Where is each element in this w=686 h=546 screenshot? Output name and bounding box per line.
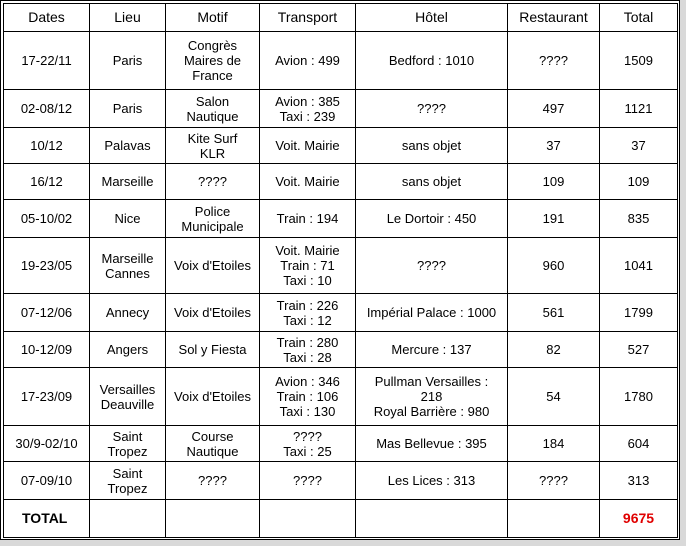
- cell-motif: Course Nautique: [166, 426, 260, 462]
- table-row: [4, 128, 678, 164]
- total-empty-cell: [260, 500, 356, 538]
- cell-transport: ????: [260, 462, 356, 500]
- cell-hotel: Bedford : 1010: [356, 32, 508, 90]
- cell-total: 1780: [600, 368, 678, 426]
- cell-lieu: Versailles Deauville: [90, 368, 166, 426]
- expense-table: [3, 3, 678, 538]
- cell-hotel: sans objet: [356, 164, 508, 200]
- cell-lieu: Paris: [90, 90, 166, 128]
- cell-dates: 30/9-02/10: [4, 426, 90, 462]
- cell-total: 1041: [600, 238, 678, 294]
- cell-restaurant: 497: [508, 90, 600, 128]
- table-row: [4, 426, 678, 462]
- cell-dates: 07-09/10: [4, 462, 90, 500]
- table-row: [4, 32, 678, 90]
- cell-lieu: Saint Tropez: [90, 426, 166, 462]
- total-value: 9675: [600, 500, 678, 538]
- table-row: [4, 462, 678, 500]
- total-empty-cell: [166, 500, 260, 538]
- total-empty-cell: [90, 500, 166, 538]
- cell-dates: 02-08/12: [4, 90, 90, 128]
- cell-restaurant: 184: [508, 426, 600, 462]
- cell-dates: 16/12: [4, 164, 90, 200]
- table-row: [4, 90, 678, 128]
- cell-lieu: Saint Tropez: [90, 462, 166, 500]
- cell-transport: Train : 226 Taxi : 12: [260, 294, 356, 332]
- cell-lieu: Annecy: [90, 294, 166, 332]
- cell-motif: Voix d'Etoiles: [166, 368, 260, 426]
- cell-hotel: Les Lices : 313: [356, 462, 508, 500]
- cell-lieu: Marseille: [90, 164, 166, 200]
- cell-restaurant: ????: [508, 462, 600, 500]
- cell-transport: Avion : 346 Train : 106 Taxi : 130: [260, 368, 356, 426]
- cell-dates: 10/12: [4, 128, 90, 164]
- cell-restaurant: 54: [508, 368, 600, 426]
- table-row: [4, 200, 678, 238]
- cell-transport: Train : 280 Taxi : 28: [260, 332, 356, 368]
- cell-hotel: Pullman Versailles : 218 Royal Barrière : 980: [356, 368, 508, 426]
- cell-dates: 07-12/06: [4, 294, 90, 332]
- cell-motif: Kite Surf KLR: [166, 128, 260, 164]
- table-row: [4, 164, 678, 200]
- cell-hotel: Mas Bellevue : 395: [356, 426, 508, 462]
- cell-dates: 19-23/05: [4, 238, 90, 294]
- cell-lieu: Palavas: [90, 128, 166, 164]
- cell-restaurant: 82: [508, 332, 600, 368]
- header-lieu: Lieu: [90, 4, 166, 32]
- cell-hotel: sans objet: [356, 128, 508, 164]
- total-empty-cell: [356, 500, 508, 538]
- cell-motif: Sol y Fiesta: [166, 332, 260, 368]
- header-total: Total: [600, 4, 678, 32]
- table-row: [4, 238, 678, 294]
- cell-hotel: ????: [356, 90, 508, 128]
- cell-restaurant: 109: [508, 164, 600, 200]
- cell-transport: ???? Taxi : 25: [260, 426, 356, 462]
- cell-hotel: Impérial Palace : 1000: [356, 294, 508, 332]
- cell-lieu: Angers: [90, 332, 166, 368]
- cell-dates: 05-10/02: [4, 200, 90, 238]
- table-row: [4, 294, 678, 332]
- header-dates: Dates: [4, 4, 90, 32]
- cell-dates: 17-22/11: [4, 32, 90, 90]
- cell-dates: 10-12/09: [4, 332, 90, 368]
- cell-motif: Police Municipale: [166, 200, 260, 238]
- cell-transport: Voit. Mairie: [260, 128, 356, 164]
- cell-total: 109: [600, 164, 678, 200]
- cell-motif: Voix d'Etoiles: [166, 238, 260, 294]
- cell-transport: Avion : 499: [260, 32, 356, 90]
- total-label: TOTAL: [4, 500, 90, 538]
- cell-transport: Voit. Mairie: [260, 164, 356, 200]
- cell-total: 604: [600, 426, 678, 462]
- cell-motif: Congrès Maires de France: [166, 32, 260, 90]
- cell-hotel: Mercure : 137: [356, 332, 508, 368]
- cell-motif: ????: [166, 164, 260, 200]
- header-motif: Motif: [166, 4, 260, 32]
- table-row: [4, 332, 678, 368]
- table-row: [4, 368, 678, 426]
- header-row: [4, 4, 678, 32]
- cell-total: 1799: [600, 294, 678, 332]
- cell-total: 1121: [600, 90, 678, 128]
- cell-transport: Avion : 385 Taxi : 239: [260, 90, 356, 128]
- cell-transport: Train : 194: [260, 200, 356, 238]
- total-empty-cell: [508, 500, 600, 538]
- cell-hotel: ????: [356, 238, 508, 294]
- cell-transport: Voit. Mairie Train : 71 Taxi : 10: [260, 238, 356, 294]
- cell-total: 1509: [600, 32, 678, 90]
- cell-restaurant: 561: [508, 294, 600, 332]
- cell-lieu: Nice: [90, 200, 166, 238]
- header-hotel: Hôtel: [356, 4, 508, 32]
- cell-total: 37: [600, 128, 678, 164]
- header-transport: Transport: [260, 4, 356, 32]
- cell-lieu: Marseille Cannes: [90, 238, 166, 294]
- cell-restaurant: 960: [508, 238, 600, 294]
- cell-motif: Voix d'Etoiles: [166, 294, 260, 332]
- cell-lieu: Paris: [90, 32, 166, 90]
- cell-restaurant: 37: [508, 128, 600, 164]
- cell-restaurant: 191: [508, 200, 600, 238]
- cell-motif: ????: [166, 462, 260, 500]
- header-restaurant: Restaurant: [508, 4, 600, 32]
- cell-total: 313: [600, 462, 678, 500]
- cell-motif: Salon Nautique: [166, 90, 260, 128]
- cell-hotel: Le Dortoir : 450: [356, 200, 508, 238]
- cell-total: 835: [600, 200, 678, 238]
- cell-dates: 17-23/09: [4, 368, 90, 426]
- cell-total: 527: [600, 332, 678, 368]
- cell-restaurant: ????: [508, 32, 600, 90]
- total-row: [4, 500, 678, 538]
